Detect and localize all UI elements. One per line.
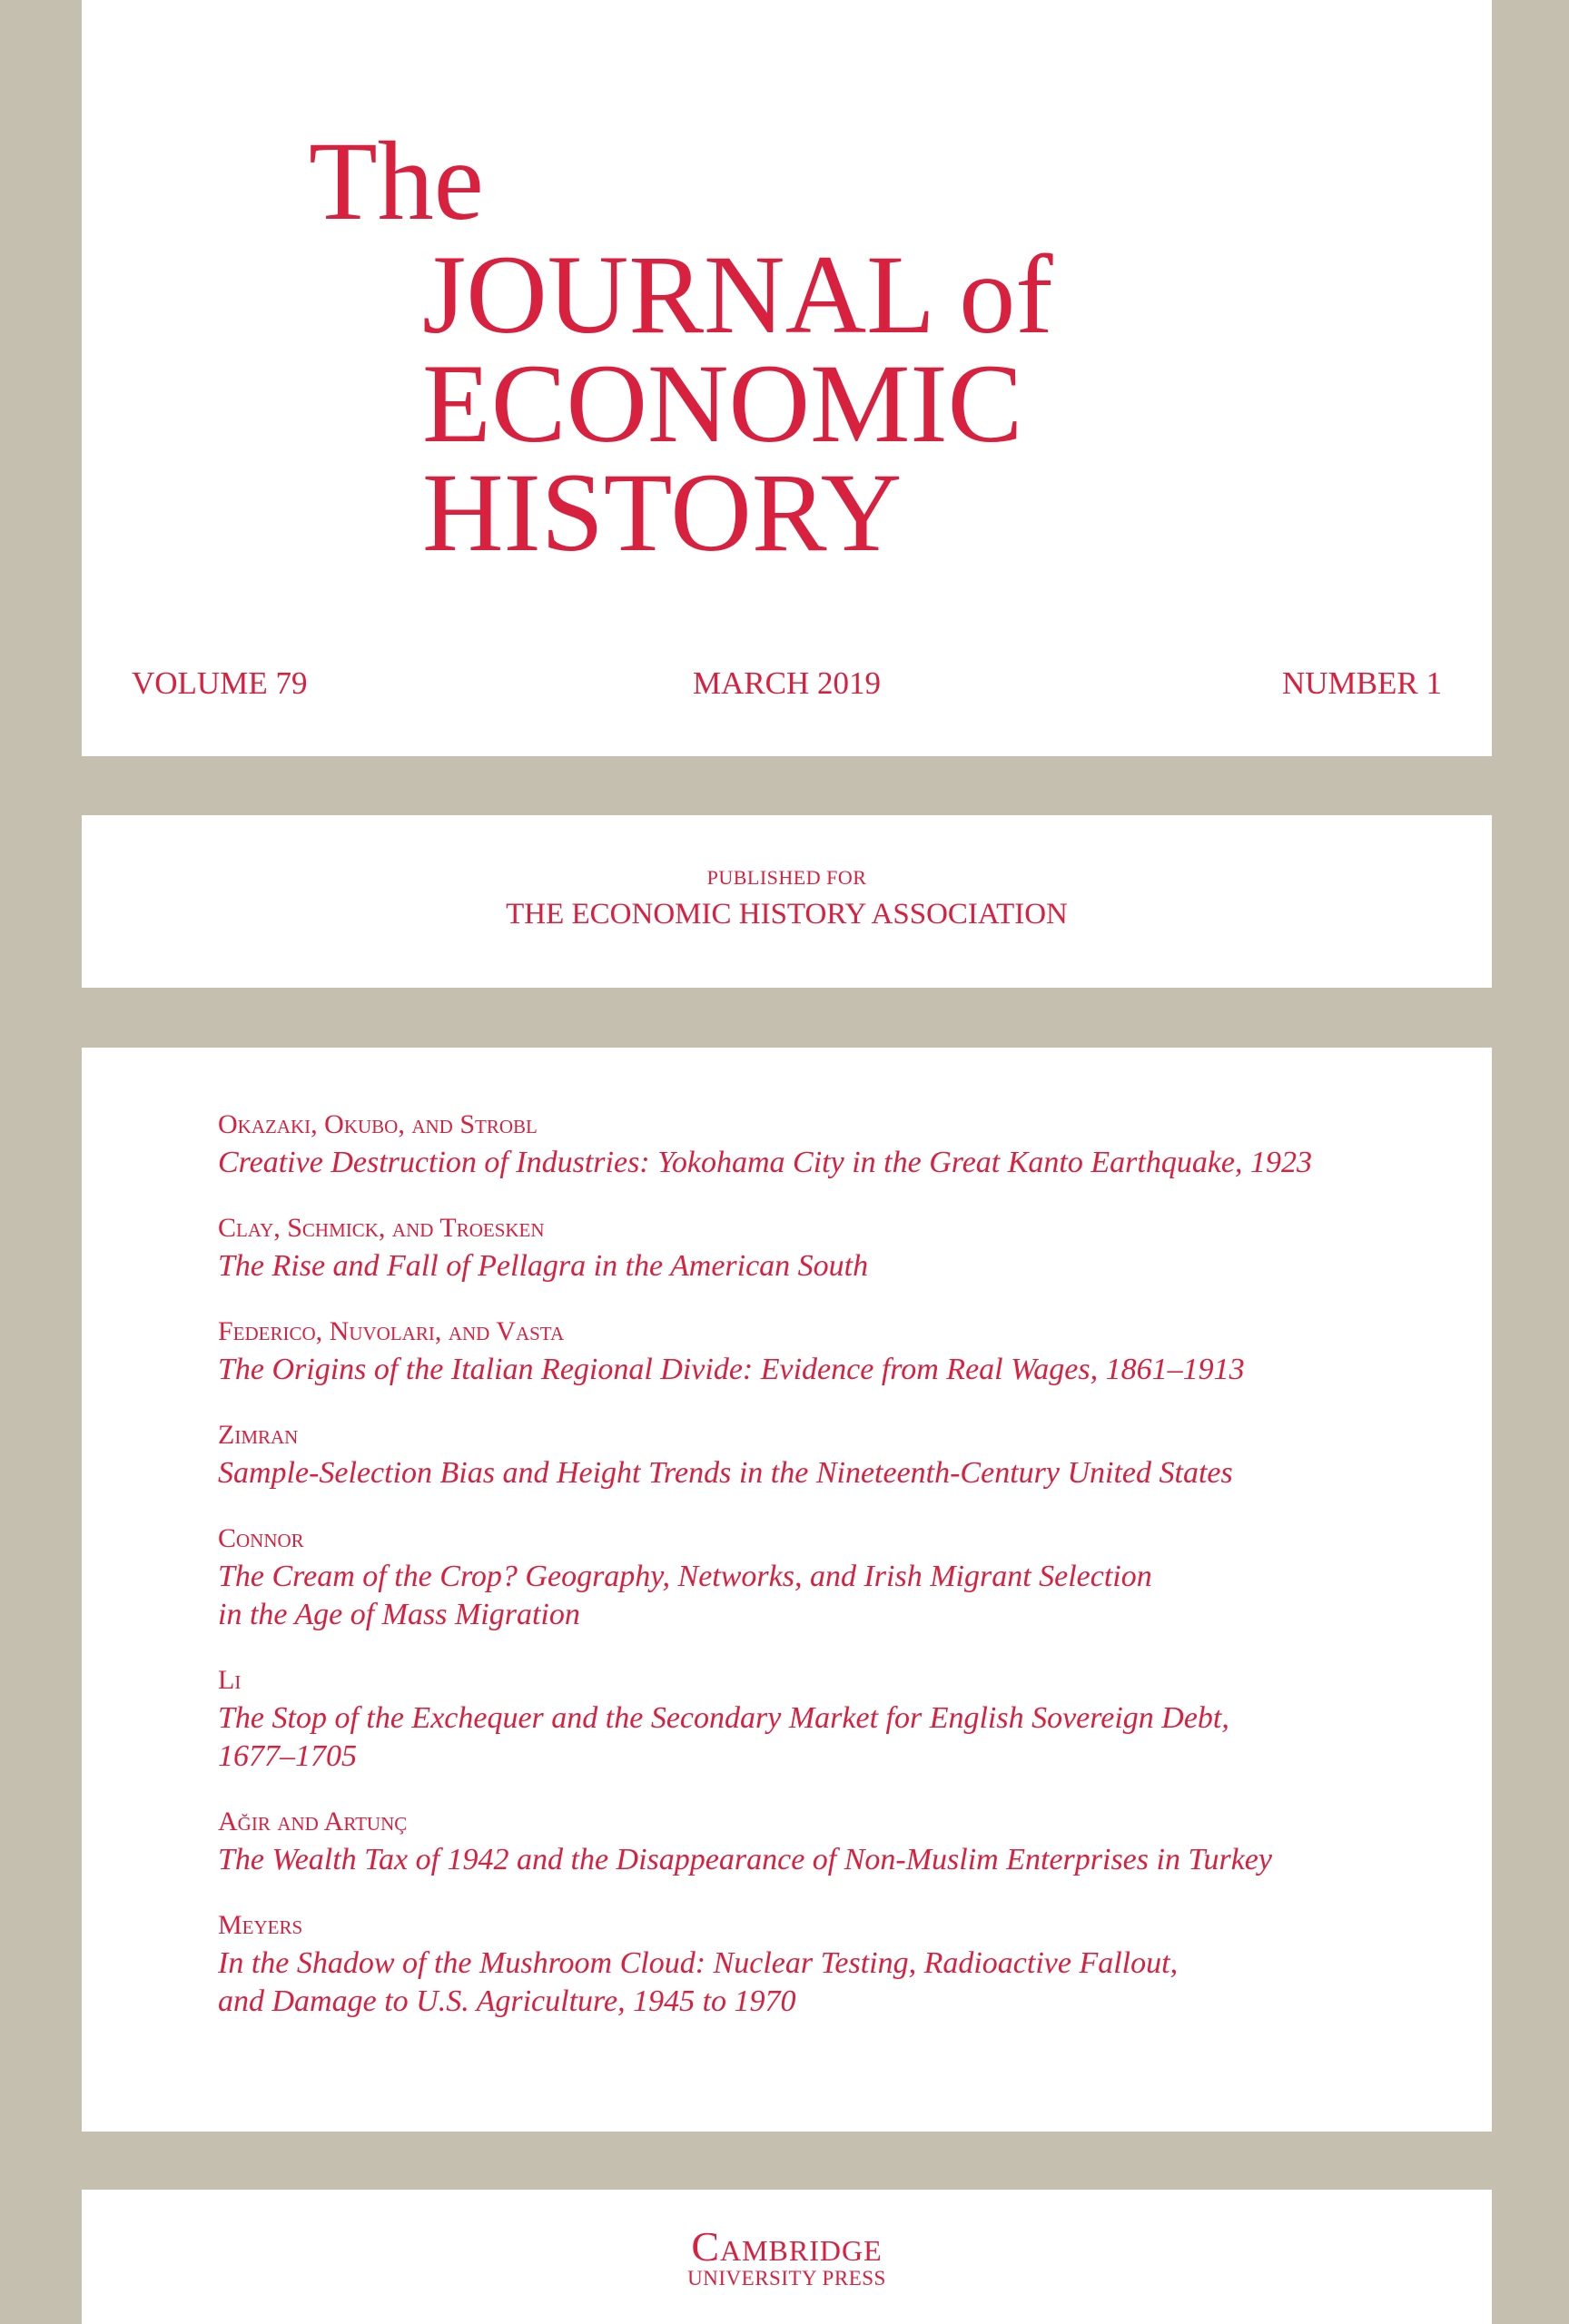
article-title (218, 1454, 1444, 1492)
journal-title-line-history: HISTORY (422, 450, 903, 575)
article-title-line: Sample-Selection Bias and Height Trends in the Nineteenth-Century United States (218, 1456, 1233, 1490)
issue-number: NUMBER 1 (1282, 665, 1442, 701)
press-subtitle: UNIVERSITY PRESS (687, 2267, 886, 2290)
article-authors: Li (218, 1665, 242, 1695)
article-title (218, 1841, 1444, 1879)
article-authors: Ağır and Artunç (218, 1807, 408, 1837)
article-authors: Federico, Nuvolari, and Vasta (218, 1316, 565, 1346)
article-title-line: 1677–1705 (218, 1739, 357, 1773)
issue-date: MARCH 2019 (692, 665, 882, 701)
article-authors: Clay, Schmick, and Troesken (218, 1213, 545, 1243)
article-title-line: The Origins of the Italian Regional Divide: Evidence from Real Wages, 1861–1913 (218, 1353, 1245, 1386)
article-title-line: in the Age of Mass Migration (218, 1598, 580, 1631)
article-title (218, 1558, 1444, 1634)
article-entry (218, 1106, 1444, 1182)
article-title-line: The Stop of the Exchequer and the Secondary Market for English Sovereign Debt, (218, 1701, 1229, 1735)
article-title (218, 1945, 1444, 2021)
issue-volume: VOLUME 79 (132, 665, 308, 701)
contents-panel (82, 1048, 1492, 2132)
article-title-line: The Rise and Fall of Pellagra in the American South (218, 1249, 869, 1283)
published-for-label: PUBLISHED FOR (706, 866, 867, 889)
article-entry (218, 1209, 1444, 1285)
article-title-line: In the Shadow of the Mushroom Cloud: Nuclear Testing, Radioactive Fallout, (218, 1946, 1179, 1980)
article-title (218, 1351, 1444, 1389)
article-authors: Meyers (218, 1910, 303, 1940)
article-title (218, 1247, 1444, 1285)
press-name: Cambridge (691, 2223, 883, 2270)
journal-title-the: The (309, 119, 484, 243)
journal-title-line-journal: JOURNAL of (422, 232, 1053, 357)
article-entry (218, 1661, 1444, 1776)
association-name: THE ECONOMIC HISTORY ASSOCIATION (506, 898, 1068, 931)
article-entry (218, 1803, 1444, 1879)
publisher-panel (82, 815, 1492, 988)
article-authors: Connor (218, 1523, 304, 1553)
article-list (218, 1106, 1444, 2048)
article-title-line: and Damage to U.S. Agriculture, 1945 to 1970 (218, 1984, 796, 2018)
article-entry (218, 1520, 1444, 1634)
article-authors: Okazaki, Okubo, and Strobl (218, 1109, 538, 1139)
article-entry (218, 1416, 1444, 1492)
article-title-line: The Wealth Tax of 1942 and the Disappearance of Non-Muslim Enterprises in Turkey (218, 1843, 1272, 1876)
article-authors: Zimran (218, 1420, 299, 1450)
title-panel (82, 0, 1492, 756)
article-title (218, 1144, 1444, 1182)
cambridge-logo (82, 2223, 1492, 2290)
journal-title-line-economic: ECONOMIC (422, 341, 1023, 466)
article-entry (218, 1313, 1444, 1389)
publisher-footer-panel (82, 2190, 1492, 2324)
article-title-line: The Cream of the Crop? Geography, Networks, and Irish Migrant Selection (218, 1560, 1152, 1593)
article-title-line: Creative Destruction of Industries: Yokohama City in the Great Kanto Earthquake, 1923 (218, 1146, 1313, 1179)
article-title (218, 1699, 1444, 1776)
article-entry (218, 1906, 1444, 2021)
